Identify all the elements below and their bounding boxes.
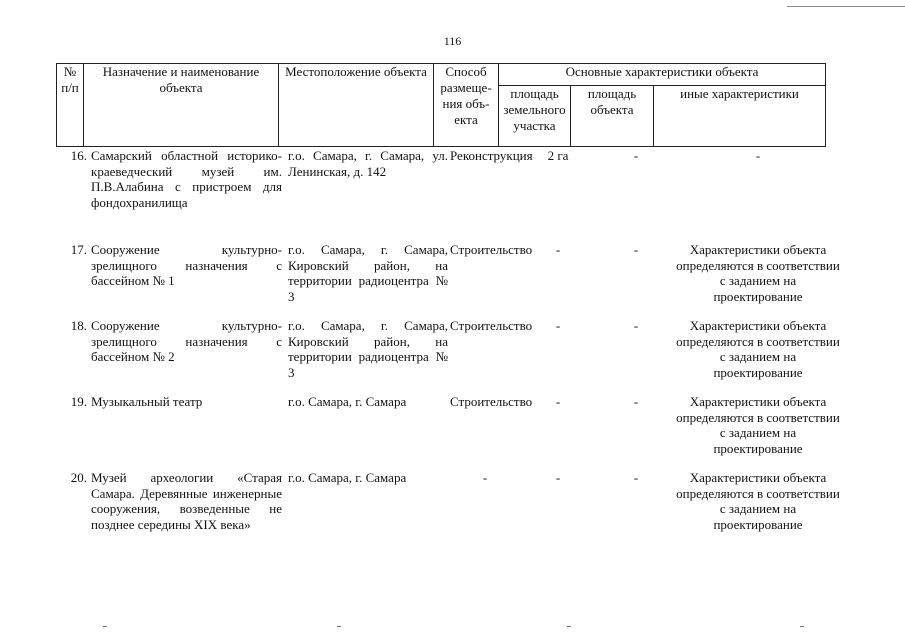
object-area: - [633, 318, 639, 333]
scan-mark [567, 626, 571, 627]
placement-method: Строительство [450, 242, 533, 257]
header-land-area: площадь земельного участка [499, 86, 571, 147]
object-name: Музыкальный театр [91, 394, 203, 409]
row-number: 16. [70, 148, 87, 163]
row-number: 18. [70, 318, 87, 333]
other-characteristics: Характеристики объекта определяются в соответствии с заданием на проектирование [676, 318, 840, 380]
land-area: - [555, 394, 561, 409]
header-location: Местоположение объекта [279, 64, 434, 147]
header-characteristics: Основные характеристики объекта [499, 64, 826, 86]
other-characteristics: Характеристики объекта определяются в соответствии с заданием на проектирование [676, 470, 840, 532]
header-object-area: площадь объекта [571, 86, 654, 147]
object-name: Самарский областной историко-краеведческий музей им. П.В.Алабина с пристроем для фондохранилища [91, 148, 282, 210]
object-name: Сооружение культурно-зрелищного назначения с бассейном № 1 [91, 242, 282, 288]
object-name: Сооружение культурно-зрелищного назначения с бассейном № 2 [91, 318, 282, 364]
object-area: - [633, 394, 639, 409]
row-number: 20. [70, 470, 87, 485]
object-location: г.о. Самара, г. Самара, ул. Ленинская, д. 142 [288, 148, 448, 179]
page-number: 116 [443, 34, 462, 48]
object-area: - [633, 148, 639, 163]
object-location: г.о. Самара, г. Самара [288, 394, 407, 409]
placement-method: Строительство [450, 318, 533, 333]
other-characteristics: Характеристики объекта определяются в соответствии с заданием на проектирование [676, 394, 840, 456]
object-location: г.о. Самара, г. Самара, Кировский район, на территории радиоцентра № 3 [288, 318, 448, 380]
placement-method: Строительство [450, 394, 533, 409]
header-other: иные характеристики [654, 86, 826, 147]
object-location: г.о. Самара, г. Самара [288, 470, 407, 485]
other-characteristics: Характеристики объекта определяются в соответствии с заданием на проектирование [676, 242, 840, 304]
object-name: Музей археологии «Старая Самара. Деревянные инженерные сооружения, возведенные не позднее середины XIX века» [91, 470, 282, 532]
row-number: 17. [70, 242, 87, 257]
scan-edge-line [787, 6, 905, 7]
land-area: 2 га [547, 148, 569, 163]
scan-mark [337, 626, 341, 627]
land-area: - [555, 318, 561, 333]
object-area: - [633, 242, 639, 257]
header-name: Назначение и наименование объекта [84, 64, 279, 147]
land-area: - [555, 242, 561, 257]
object-area: - [633, 470, 639, 485]
scan-mark [800, 626, 804, 627]
row-number: 19. [70, 394, 87, 409]
header-no: № п/п [57, 64, 84, 147]
object-location: г.о. Самара, г. Самара, Кировский район, на территории радиоцентра № 3 [288, 242, 448, 304]
scan-mark [103, 626, 107, 627]
placement-method: - [482, 470, 488, 485]
placement-method: Реконструкция [450, 148, 533, 163]
land-area: - [555, 470, 561, 485]
header-method: Способ размеще-ния объ-екта [434, 64, 499, 147]
other-characteristics: - [755, 148, 761, 163]
table-header [56, 63, 826, 147]
